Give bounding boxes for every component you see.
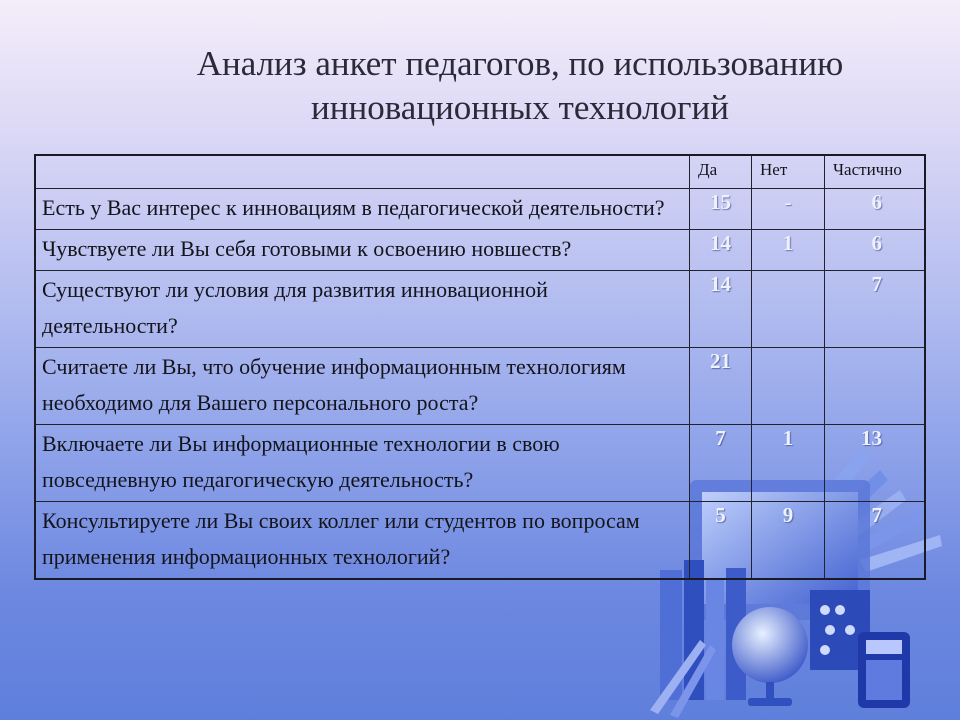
yes-cell: 5 [690,502,752,580]
partial-cell: 7 [825,271,926,348]
partial-cell: 6 [825,189,926,230]
table-row [35,189,925,230]
no-cell: - [752,189,825,230]
yes-cell: 14 [690,230,752,271]
partial-cell: 6 [825,230,926,271]
table-row [35,230,925,271]
no-cell: 1 [752,230,825,271]
yes-cell: 15 [690,189,752,230]
partial-cell: 13 [825,425,926,502]
table-row [35,348,925,425]
yes-cell: 14 [690,271,752,348]
question-cell: Включаете ли Вы информационные технологии в свою повседневную педагогическую деятельность? [35,425,690,502]
yes-cell: 7 [690,425,752,502]
table-row [35,502,925,580]
no-cell: 9 [752,502,825,580]
table-row [35,425,925,502]
title-line-1: Анализ анкет педагогов, по использованию [196,44,844,83]
no-cell [752,271,825,348]
title-line-2: инновационных технологий [311,88,729,127]
partial-cell: 7 [825,502,926,580]
question-cell: Считаете ли Вы, что обучение информационным технологиям необходимо для Вашего персонального роста? [35,348,690,425]
table-row [35,271,925,348]
calculator-icon [858,632,910,708]
partial-cell [825,348,926,425]
header-no: Нет [752,155,825,189]
header-partial: Частично [825,155,926,189]
no-cell [752,348,825,425]
header-question [35,155,690,189]
no-cell: 1 [752,425,825,502]
table-header-row [35,155,925,189]
yes-cell: 21 [690,348,752,425]
question-cell: Есть у Вас интерес к инновациям в педагогической деятельности? [35,189,690,230]
survey-table [34,154,926,580]
question-cell: Чувствуете ли Вы себя готовыми к освоению новшеств? [35,230,690,271]
header-yes: Да [690,155,752,189]
slide-title [150,42,890,130]
question-cell: Существуют ли условия для развития инновационной деятельности? [35,271,690,348]
question-cell: Консультируете ли Вы своих коллег или студентов по вопросам применения информационных технологий? [35,502,690,580]
